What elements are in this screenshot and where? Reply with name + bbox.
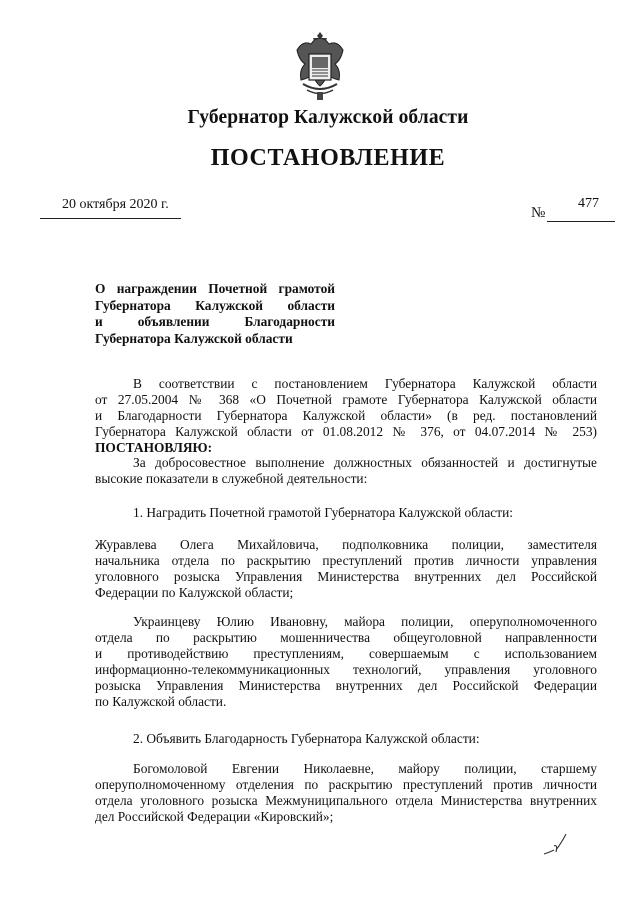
awardee-line: и противодействию преступлениям, совершаемым с использованием: [95, 645, 597, 661]
document-number: 477: [578, 196, 599, 211]
document-subject: [95, 281, 335, 347]
preamble-line: Губернатора Калужской области от 01.08.2012 № 376, от 04.07.2014 № 253): [95, 423, 597, 439]
awardee-1-paragraph: [95, 537, 597, 601]
initials-mark-icon: [540, 832, 570, 858]
awardee-line: информационно-телекоммуникационных технологий, управления уголовного: [95, 661, 597, 677]
number-underline: [547, 221, 615, 222]
awardee-line: начальника отдела по раскрытию преступлений против личности управления: [95, 552, 597, 568]
issuing-authority: Губернатор Калужской области: [187, 107, 469, 128]
awardee-line: оперуполномоченному отделения по раскрытию преступлений против личности: [95, 776, 597, 792]
subject-line: Губернатора Калужской области: [95, 297, 335, 313]
preamble-line: и Благодарности Губернатора Калужской области» (в ред. постановлений: [95, 407, 597, 423]
awardee-line: отдела уголовного розыска Межмуниципального отдела Министерства внутренних: [95, 792, 597, 808]
subject-line: О награждении Почетной грамотой: [95, 281, 335, 296]
decree-word: ПОСТАНОВЛЯЮ:: [95, 439, 213, 455]
reason-line: За добросовестное выполнение должностных обязанностей и достигнутые: [133, 455, 597, 470]
awardee-3-paragraph: [95, 761, 597, 825]
preamble-line: В соответствии с постановлением Губернатора Калужской области: [133, 376, 597, 391]
awardee-2-paragraph: [95, 614, 597, 709]
document-type-title: ПОСТАНОВЛЕНИЕ: [210, 145, 446, 171]
date-underline: [40, 218, 181, 219]
awardee-line: Журавлева Олега Михайловича, подполковника полиции, заместителя: [95, 537, 597, 552]
awardee-line: Богомоловой Евгении Николаевне, майору полиции, старшему: [133, 761, 597, 776]
preamble-line: от 27.05.2004 № 368 «О Почетной грамоте Губернатора Калужской области: [95, 391, 597, 407]
awardee-line: Федерации по Калужской области;: [95, 584, 294, 600]
awardee-line: отдела по раскрытию мошенничества общеуголовной направленности: [95, 629, 597, 645]
number-label: №: [531, 205, 546, 221]
awardee-line: дел Российской Федерации «Кировский»;: [95, 808, 334, 824]
preamble-paragraph: [95, 376, 597, 456]
awardee-line: Украинцеву Юлию Ивановну, майора полиции, оперуполномоченного: [133, 614, 597, 629]
document-date: 20 октября 2020 г.: [62, 197, 169, 212]
subject-line: Губернатора Калужской области: [95, 330, 293, 346]
item-2-heading: 2. Объявить Благодарность Губернатора Калужской области:: [133, 731, 480, 746]
coat-of-arms-emblem: [293, 30, 347, 102]
subject-line: и объявлении Благодарности: [95, 314, 335, 329]
reason-paragraph: [95, 455, 597, 487]
awardee-line: розыска Управления Министерства внутренних дел Российской Федерации: [95, 677, 597, 693]
awardee-line: уголовного розыска Управления Министерства внутренних дел Российской: [95, 568, 597, 584]
item-1-heading: 1. Наградить Почетной грамотой Губернатора Калужской области:: [133, 505, 513, 520]
reason-line: высокие показатели в служебной деятельности:: [95, 470, 368, 486]
awardee-line: по Калужской области.: [95, 693, 227, 709]
